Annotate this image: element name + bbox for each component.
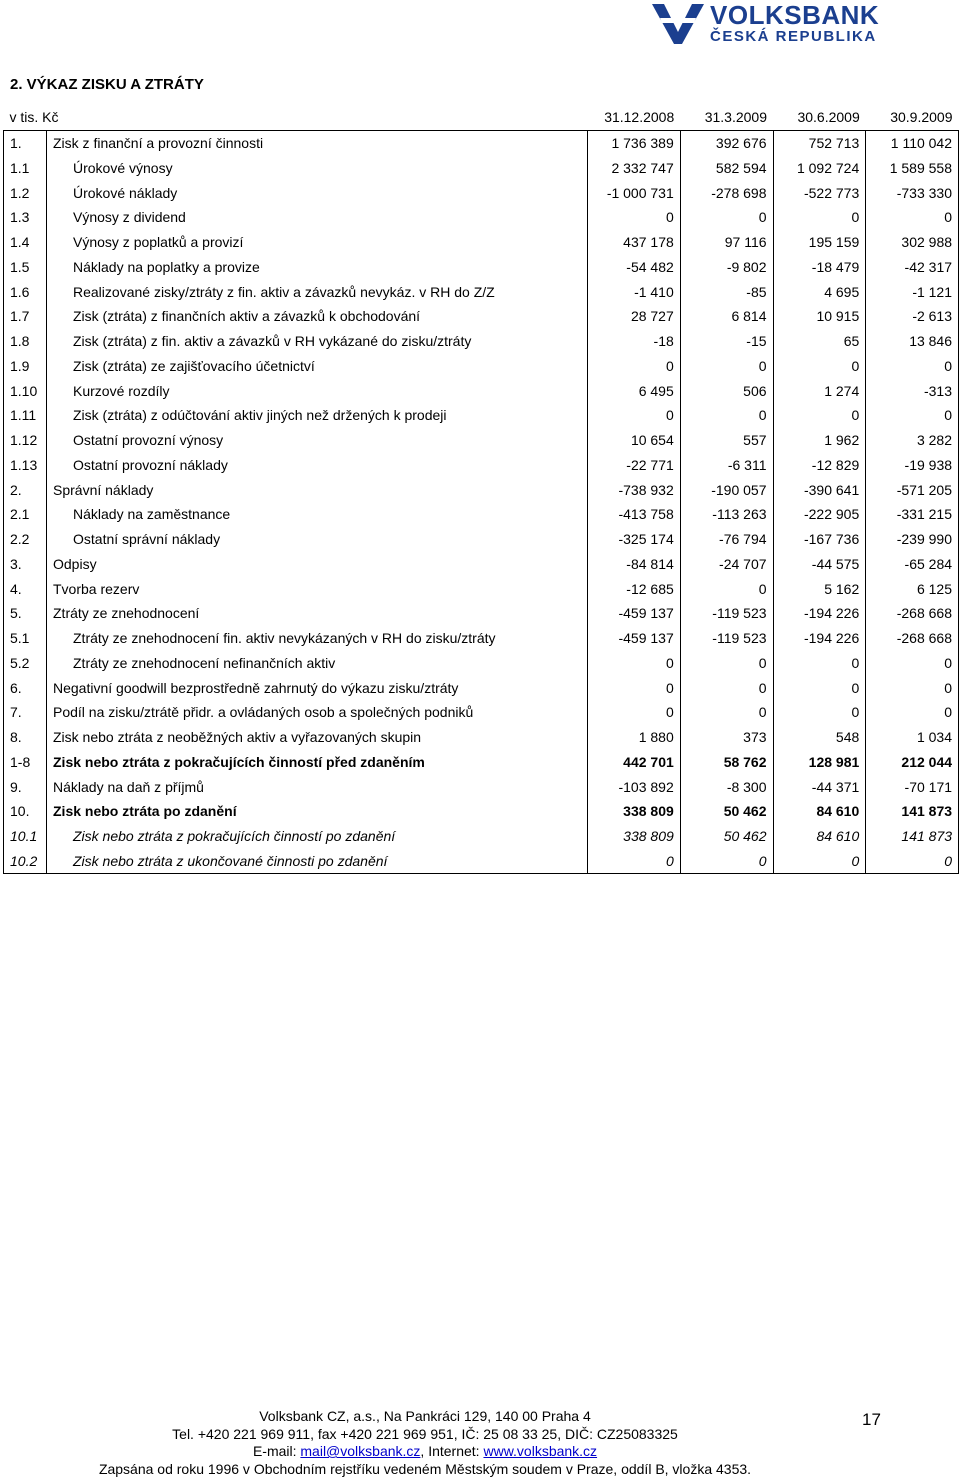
table-row (4, 750, 959, 775)
row-code: 10.1 (4, 824, 47, 849)
row-value: 50 462 (680, 799, 773, 824)
table-row (4, 527, 959, 552)
row-value: -268 668 (866, 601, 959, 626)
footer-links (0, 1443, 850, 1461)
table-row (4, 130, 959, 155)
row-value: 97 116 (680, 230, 773, 255)
row-code: 1.2 (4, 180, 47, 205)
row-value: -167 736 (773, 527, 866, 552)
row-code: 10. (4, 799, 47, 824)
row-value: -18 479 (773, 255, 866, 280)
row-label: Ostatní provozní náklady (47, 453, 588, 478)
row-code: 1.9 (4, 354, 47, 379)
row-value: 0 (866, 354, 959, 379)
period-header: 31.12.2008 (588, 105, 681, 130)
row-value: -390 641 (773, 477, 866, 502)
row-label: Negativní goodwill bezprostředně zahrnutý do výkazu zisku/ztráty (47, 675, 588, 700)
table-row (4, 601, 959, 626)
row-value: -239 990 (866, 527, 959, 552)
row-value: -103 892 (588, 774, 681, 799)
row-value: 0 (680, 651, 773, 676)
row-label: Zisk (ztráta) z finančních aktiv a závazků k obchodování (47, 304, 588, 329)
row-code: 2.1 (4, 502, 47, 527)
row-value: 0 (588, 403, 681, 428)
row-code: 1.7 (4, 304, 47, 329)
row-value: -19 938 (866, 453, 959, 478)
row-value: 0 (773, 849, 866, 874)
row-value: 557 (680, 428, 773, 453)
row-value: 0 (588, 700, 681, 725)
row-value: 0 (773, 354, 866, 379)
footer-registration: Zapsána od roku 1996 v Obchodním rejstříku vedeném Městským soudem v Praze, oddíl B, vložka 4353. (98, 1460, 752, 1477)
row-value: 6 495 (588, 378, 681, 403)
row-value: 2 332 747 (588, 156, 681, 181)
row-label: Tvorba rezerv (47, 576, 588, 601)
row-value: -22 771 (588, 453, 681, 478)
table-row (4, 774, 959, 799)
row-value: 437 178 (588, 230, 681, 255)
table-row (4, 502, 959, 527)
row-code: 1.6 (4, 279, 47, 304)
row-value: -459 137 (588, 601, 681, 626)
table-row (4, 477, 959, 502)
logo-subtitle: ČESKÁ REPUBLIKA (710, 28, 877, 45)
logo-text (710, 2, 879, 44)
table-row (4, 230, 959, 255)
row-value: 0 (588, 205, 681, 230)
row-value: 0 (588, 354, 681, 379)
row-code: 1. (4, 130, 47, 155)
website-link[interactable]: www.volksbank.cz (483, 1443, 598, 1459)
row-value: -24 707 (680, 552, 773, 577)
row-value: -222 905 (773, 502, 866, 527)
row-value: -65 284 (866, 552, 959, 577)
volksbank-logo (652, 2, 952, 46)
row-value: -194 226 (773, 601, 866, 626)
row-value: 1 962 (773, 428, 866, 453)
row-value: -1 000 731 (588, 180, 681, 205)
row-value: 373 (680, 725, 773, 750)
row-label: Zisk (ztráta) z odúčtování aktiv jiných než držených k prodeji (47, 403, 588, 428)
row-label: Náklady na zaměstnance (47, 502, 588, 527)
row-value: 3 282 (866, 428, 959, 453)
row-value: 0 (773, 403, 866, 428)
row-code: 1.5 (4, 255, 47, 280)
row-label: Náklady na daň z příjmů (47, 774, 588, 799)
row-value: -2 613 (866, 304, 959, 329)
table-row (4, 799, 959, 824)
row-value: 65 (773, 329, 866, 354)
table-row (4, 651, 959, 676)
row-value: -44 575 (773, 552, 866, 577)
row-label: Náklady na poplatky a provize (47, 255, 588, 280)
row-label: Podíl na zisku/ztrátě přidr. a ovládaných osob a společných podniků (47, 700, 588, 725)
row-code: 2.2 (4, 527, 47, 552)
row-code: 5.2 (4, 651, 47, 676)
row-code: 1.1 (4, 156, 47, 181)
row-code: 9. (4, 774, 47, 799)
row-label: Zisk nebo ztráta z pokračujících činností po zdanění (47, 824, 588, 849)
row-code: 1.3 (4, 205, 47, 230)
table-row (4, 304, 959, 329)
row-code: 1.12 (4, 428, 47, 453)
row-value: -313 (866, 378, 959, 403)
row-value: -84 814 (588, 552, 681, 577)
page-number: 17 (862, 1410, 881, 1429)
row-code: 1.11 (4, 403, 47, 428)
row-value: 1 092 724 (773, 156, 866, 181)
row-value: -1 410 (588, 279, 681, 304)
row-code: 3. (4, 552, 47, 577)
row-code: 2. (4, 477, 47, 502)
row-code: 1.8 (4, 329, 47, 354)
row-value: -70 171 (866, 774, 959, 799)
row-value: 0 (680, 849, 773, 874)
table-row (4, 403, 959, 428)
row-value: 1 110 042 (866, 130, 959, 155)
row-value: 0 (588, 651, 681, 676)
row-value: 506 (680, 378, 773, 403)
email-link[interactable]: mail@volksbank.cz (300, 1443, 421, 1459)
report-title: 2. VÝKAZ ZISKU A ZTRÁTY (10, 76, 204, 93)
table-row (4, 205, 959, 230)
email-label: E-mail: (252, 1443, 301, 1459)
row-value: 0 (866, 403, 959, 428)
row-value: 50 462 (680, 824, 773, 849)
footer-contact: Tel. +420 221 969 911, fax +420 221 969 951, IČ: 25 08 33 25, DIČ: CZ25083325 (172, 1425, 678, 1442)
row-value: 0 (866, 675, 959, 700)
table-row (4, 156, 959, 181)
row-value: -268 668 (866, 626, 959, 651)
row-value: -733 330 (866, 180, 959, 205)
row-label: Kurzové rozdíly (47, 378, 588, 403)
row-value: -190 057 (680, 477, 773, 502)
row-value: 6 814 (680, 304, 773, 329)
volksbank-v-mark-icon (652, 4, 704, 44)
row-value: -325 174 (588, 527, 681, 552)
table-row (4, 180, 959, 205)
row-value: 0 (588, 849, 681, 874)
row-value: 84 610 (773, 824, 866, 849)
row-label: Správní náklady (47, 477, 588, 502)
row-code: 7. (4, 700, 47, 725)
row-value: -15 (680, 329, 773, 354)
table-row (4, 626, 959, 651)
row-value: 5 162 (773, 576, 866, 601)
row-value: -331 215 (866, 502, 959, 527)
row-value: -44 371 (773, 774, 866, 799)
row-value: -18 (588, 329, 681, 354)
row-label: Zisk nebo ztráta z neoběžných aktiv a vyřazovaných skupin (47, 725, 588, 750)
page-footer (0, 1408, 850, 1478)
row-value: -738 932 (588, 477, 681, 502)
row-value: -76 794 (680, 527, 773, 552)
row-label: Zisk nebo ztráta z ukončované činnosti po zdanění (47, 849, 588, 874)
row-label: Ztráty ze znehodnocení (47, 601, 588, 626)
period-header: 30.9.2009 (866, 105, 959, 130)
row-value: 0 (680, 576, 773, 601)
table-row (4, 255, 959, 280)
row-label: Realizované zisky/ztráty z fin. aktiv a závazků nevykáz. v RH do Z/Z (47, 279, 588, 304)
table-row (4, 279, 959, 304)
table-header-row (4, 105, 959, 130)
row-value: -54 482 (588, 255, 681, 280)
row-code: 4. (4, 576, 47, 601)
row-code: 1-8 (4, 750, 47, 775)
row-label: Zisk nebo ztráta z pokračujících činností před zdaněním (47, 750, 588, 775)
row-label: Úrokové výnosy (47, 156, 588, 181)
row-code: 1.4 (4, 230, 47, 255)
row-value: 338 809 (588, 824, 681, 849)
row-value: -278 698 (680, 180, 773, 205)
table-row (4, 552, 959, 577)
row-value: 212 044 (866, 750, 959, 775)
row-value: 0 (588, 675, 681, 700)
row-value: 58 762 (680, 750, 773, 775)
row-value: 442 701 (588, 750, 681, 775)
row-label: Ztráty ze znehodnocení fin. aktiv nevykázaných v RH do zisku/ztráty (47, 626, 588, 651)
table-row (4, 453, 959, 478)
row-value: -42 317 (866, 255, 959, 280)
table-row (4, 329, 959, 354)
row-value: -119 523 (680, 626, 773, 651)
row-value: 141 873 (866, 824, 959, 849)
row-value: -522 773 (773, 180, 866, 205)
row-value: 0 (866, 205, 959, 230)
row-value: 0 (773, 205, 866, 230)
row-code: 10.2 (4, 849, 47, 874)
row-value: -571 205 (866, 477, 959, 502)
row-value: -9 802 (680, 255, 773, 280)
row-value: -413 758 (588, 502, 681, 527)
row-value: 0 (680, 700, 773, 725)
row-value: 0 (773, 675, 866, 700)
row-value: -194 226 (773, 626, 866, 651)
table-row (4, 725, 959, 750)
row-label: Zisk (ztráta) ze zajišťovacího účetnictví (47, 354, 588, 379)
row-value: 1 589 558 (866, 156, 959, 181)
row-code: 6. (4, 675, 47, 700)
row-value: 1 880 (588, 725, 681, 750)
income-statement-table (3, 105, 959, 874)
logo-name: VOLKSBANK (710, 0, 880, 30)
unit-label: v tis. Kč (4, 105, 588, 130)
row-value: 0 (680, 675, 773, 700)
row-label: Ostatní provozní výnosy (47, 428, 588, 453)
row-value: 1 034 (866, 725, 959, 750)
row-label: Zisk (ztráta) z fin. aktiv a závazků v RH vykázané do zisku/ztráty (47, 329, 588, 354)
table-row (4, 675, 959, 700)
row-value: 0 (680, 205, 773, 230)
row-label: Zisk nebo ztráta po zdanění (47, 799, 588, 824)
row-code: 1.13 (4, 453, 47, 478)
row-value: -12 829 (773, 453, 866, 478)
row-value: -459 137 (588, 626, 681, 651)
row-code: 5.1 (4, 626, 47, 651)
row-value: 6 125 (866, 576, 959, 601)
row-value: -6 311 (680, 453, 773, 478)
row-label: Úrokové náklady (47, 180, 588, 205)
row-value: 10 915 (773, 304, 866, 329)
row-code: 1.10 (4, 378, 47, 403)
row-value: 141 873 (866, 799, 959, 824)
row-value: 752 713 (773, 130, 866, 155)
row-value: 13 846 (866, 329, 959, 354)
table-body (4, 130, 959, 874)
row-label: Odpisy (47, 552, 588, 577)
table-row (4, 700, 959, 725)
row-label: Ztráty ze znehodnocení nefinančních aktiv (47, 651, 588, 676)
row-value: 128 981 (773, 750, 866, 775)
row-code: 8. (4, 725, 47, 750)
row-value: 548 (773, 725, 866, 750)
row-label: Zisk z finanční a provozní činnosti (47, 130, 588, 155)
table-row (4, 354, 959, 379)
row-value: 10 654 (588, 428, 681, 453)
table-row (4, 378, 959, 403)
row-value: 0 (680, 403, 773, 428)
row-value: -85 (680, 279, 773, 304)
row-value: -8 300 (680, 774, 773, 799)
period-header: 31.3.2009 (680, 105, 773, 130)
row-label: Ostatní správní náklady (47, 527, 588, 552)
table-row (4, 824, 959, 849)
row-value: 195 159 (773, 230, 866, 255)
row-value: 338 809 (588, 799, 681, 824)
row-value: -12 685 (588, 576, 681, 601)
row-code: 5. (4, 601, 47, 626)
row-value: -113 263 (680, 502, 773, 527)
row-value: 582 594 (680, 156, 773, 181)
row-value: 0 (773, 700, 866, 725)
row-value: 0 (680, 354, 773, 379)
table-row (4, 849, 959, 874)
row-value: -119 523 (680, 601, 773, 626)
table-row (4, 428, 959, 453)
row-value: 84 610 (773, 799, 866, 824)
row-value: 302 988 (866, 230, 959, 255)
period-header: 30.6.2009 (773, 105, 866, 130)
row-value: 28 727 (588, 304, 681, 329)
row-value: 4 695 (773, 279, 866, 304)
table-row (4, 576, 959, 601)
row-value: 0 (866, 651, 959, 676)
row-value: 1 736 389 (588, 130, 681, 155)
internet-label: , Internet: (420, 1443, 484, 1459)
row-value: 1 274 (773, 378, 866, 403)
row-value: 392 676 (680, 130, 773, 155)
footer-address: Volksbank CZ, a.s., Na Pankráci 129, 140 00 Praha 4 (259, 1408, 591, 1424)
row-value: 0 (866, 849, 959, 874)
row-label: Výnosy z poplatků a provizí (47, 230, 588, 255)
row-value: -1 121 (866, 279, 959, 304)
row-value: 0 (773, 651, 866, 676)
row-value: 0 (866, 700, 959, 725)
row-label: Výnosy z dividend (47, 205, 588, 230)
